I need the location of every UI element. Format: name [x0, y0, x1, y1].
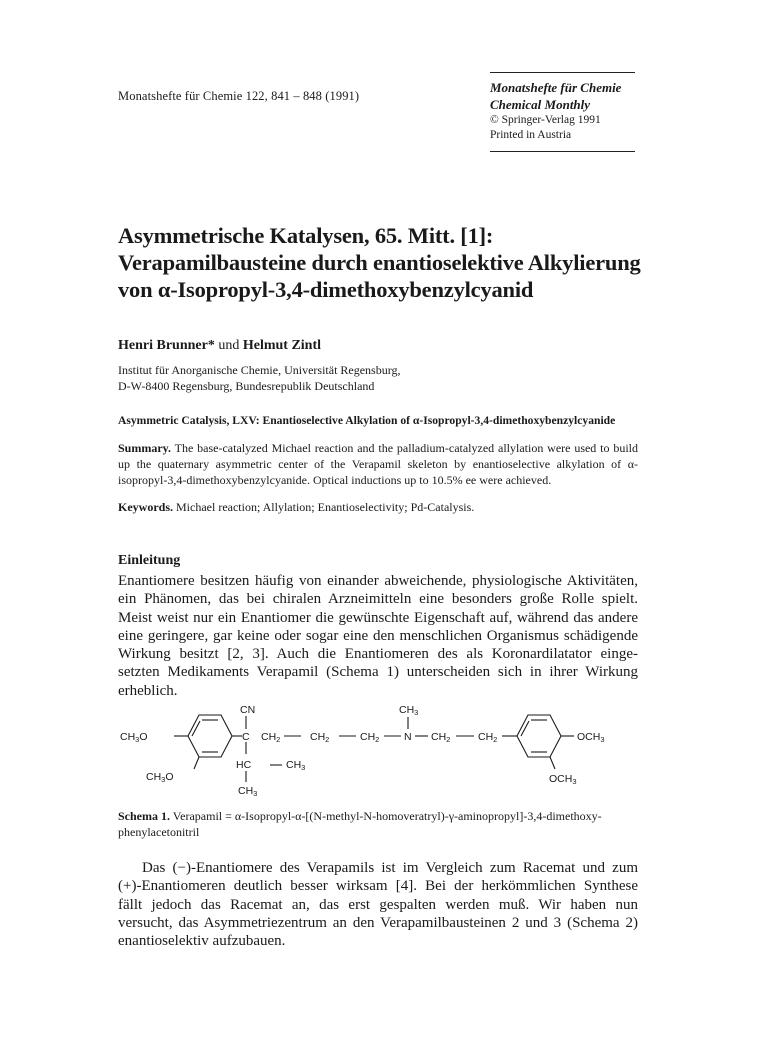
och3-bottom-label: OCH3: [549, 773, 577, 786]
authors-and: und: [218, 338, 240, 353]
paper-title: [118, 222, 678, 303]
left-benzene-ring: [188, 715, 232, 757]
journal-name-de: Monatshefte für Chemie: [490, 80, 622, 95]
caption-text: Verapamil = α-Isopropyl-α-[(N-methyl-N-homoveratryl)-γ-aminopropyl]-3,4-dimethoxy-phenylacetonitril: [118, 809, 602, 839]
ch2-e-label: CH2: [478, 731, 498, 744]
keywords: [118, 500, 474, 515]
ch3-top-label: CH3: [399, 704, 419, 717]
och3-right-label: OCH3: [577, 731, 605, 744]
affiliation-line-2: D-W-8400 Regensburg, Bundesrepublik Deutschland: [118, 379, 375, 393]
paragraph-1-line: Meist weist nur ein Enantiomer die gewünschte Eigenschaft auf, während das andere: [118, 609, 638, 626]
ch3o-bottom-label: CH3O: [146, 771, 174, 784]
right-benzene-ring: [517, 715, 561, 757]
keywords-label: Keywords.: [118, 500, 173, 514]
copyright-line: © Springer-Verlag 1991: [490, 114, 601, 126]
ch2-a-label: CH2: [261, 731, 281, 744]
affiliation: [118, 362, 401, 394]
author-1: Henri Brunner*: [118, 338, 215, 353]
ch2-d-label: CH2: [431, 731, 451, 744]
journal-citation: Monatshefte für Chemie 122, 841 – 848 (1991): [118, 89, 360, 103]
author-2: Helmut Zintl: [242, 338, 322, 353]
paragraph-1: [118, 572, 638, 700]
caption-label: Schema 1.: [118, 809, 170, 823]
cn-label: CN: [240, 704, 256, 716]
affiliation-line-1: Institut für Anorganische Chemie, Universität Regensburg,: [118, 363, 401, 377]
paragraph-1-line: ein Phänomen, das bei chiralen Arzneimitteln eine besonders große Rolle spielt.: [118, 591, 638, 608]
paragraph-1-line: eine geringere, gar keine oder sogar eine den menschlichen Organismus schädigende: [118, 627, 638, 644]
hc-label: HC: [236, 759, 252, 771]
c-label: C: [242, 731, 250, 743]
section-heading: Einleitung: [118, 553, 181, 568]
summary-label: Summary.: [118, 441, 172, 455]
ch2-c-label: CH2: [360, 731, 380, 744]
paragraph-2-line: versucht, das Asymmetriezentrum an den Verapamilbausteinen 2 und 3 (Schema 2): [118, 914, 638, 931]
paragraph-2-line: fällt jedoch das Racemat an, das erst gespalten werden muß. Wir haben nun: [118, 896, 638, 913]
paragraph-2-line: (+)-Enantiomeren deutlich besser wirksam [4]. Bei der herkömmlichen Synthese: [118, 878, 638, 895]
title-line-2: Verapamilbausteine durch enantioselektive Alkylierung: [118, 250, 641, 275]
scheme-caption: [118, 808, 648, 840]
journal-box-top-rule: [490, 72, 635, 73]
paragraph-1-line: Enantiomere besitzen häufig von einander abweichende, physiologische Aktivitäten,: [118, 573, 638, 589]
verapamil-structure: [118, 702, 638, 807]
summary: [118, 440, 638, 488]
paragraph-1-line: erheblich.: [118, 682, 178, 699]
ch3o-left-label: CH3O: [120, 731, 148, 744]
paragraph-2-line: Das (−)-Enantiomere des Verapamils ist im Vergleich zum Racemat und zum: [142, 860, 638, 876]
paragraph-1-line: Wirkung besitzt [2, 3]. Auch die Enantiomeren des als Koronardilatator einge-: [118, 646, 638, 663]
title-line-1: Asymmetrische Katalysen, 65. Mitt. [1]:: [118, 223, 494, 248]
structure-svg: [118, 702, 638, 802]
ch3-bottom-label: CH3: [238, 785, 258, 798]
ch2-b-label: CH2: [310, 731, 330, 744]
journal-name-en: Chemical Monthly: [490, 97, 591, 112]
paragraph-2-line: enantioselektiv aufzubauen.: [118, 933, 286, 950]
journal-info-box: [490, 72, 635, 152]
journal-box-bottom-rule: [490, 151, 635, 152]
english-title: Asymmetric Catalysis, LXV: Enantioselective Alkylation of α-Isopropyl-3,4-dimethoxybenzylcyanide: [118, 414, 616, 427]
keywords-text: Michael reaction; Allylation; Enantioselectivity; Pd-Catalysis.: [176, 500, 475, 514]
paragraph-2: [118, 859, 638, 950]
authors: [118, 338, 321, 354]
title-line-3: von α-Isopropyl-3,4-dimethoxybenzylcyanid: [118, 277, 534, 302]
summary-text: The base-catalyzed Michael reaction and the palladium-catalyzed allylation were used to build up the quaternary asymmetric center of the Verapamil skeleton by enantioselective alkylation of α-isopropyl-3,4-dimethoxybenzylcyanide. Optical inductions up to 10.5% ee were achieved.: [118, 441, 638, 487]
ch3-mid-label: CH3: [286, 759, 306, 772]
paragraph-1-line: setzten Medikaments Verapamil (Schema 1) unterscheiden sich in ihrer Wirkung: [118, 664, 638, 681]
printed-line: Printed in Austria: [490, 129, 572, 141]
n-label: N: [404, 731, 412, 743]
